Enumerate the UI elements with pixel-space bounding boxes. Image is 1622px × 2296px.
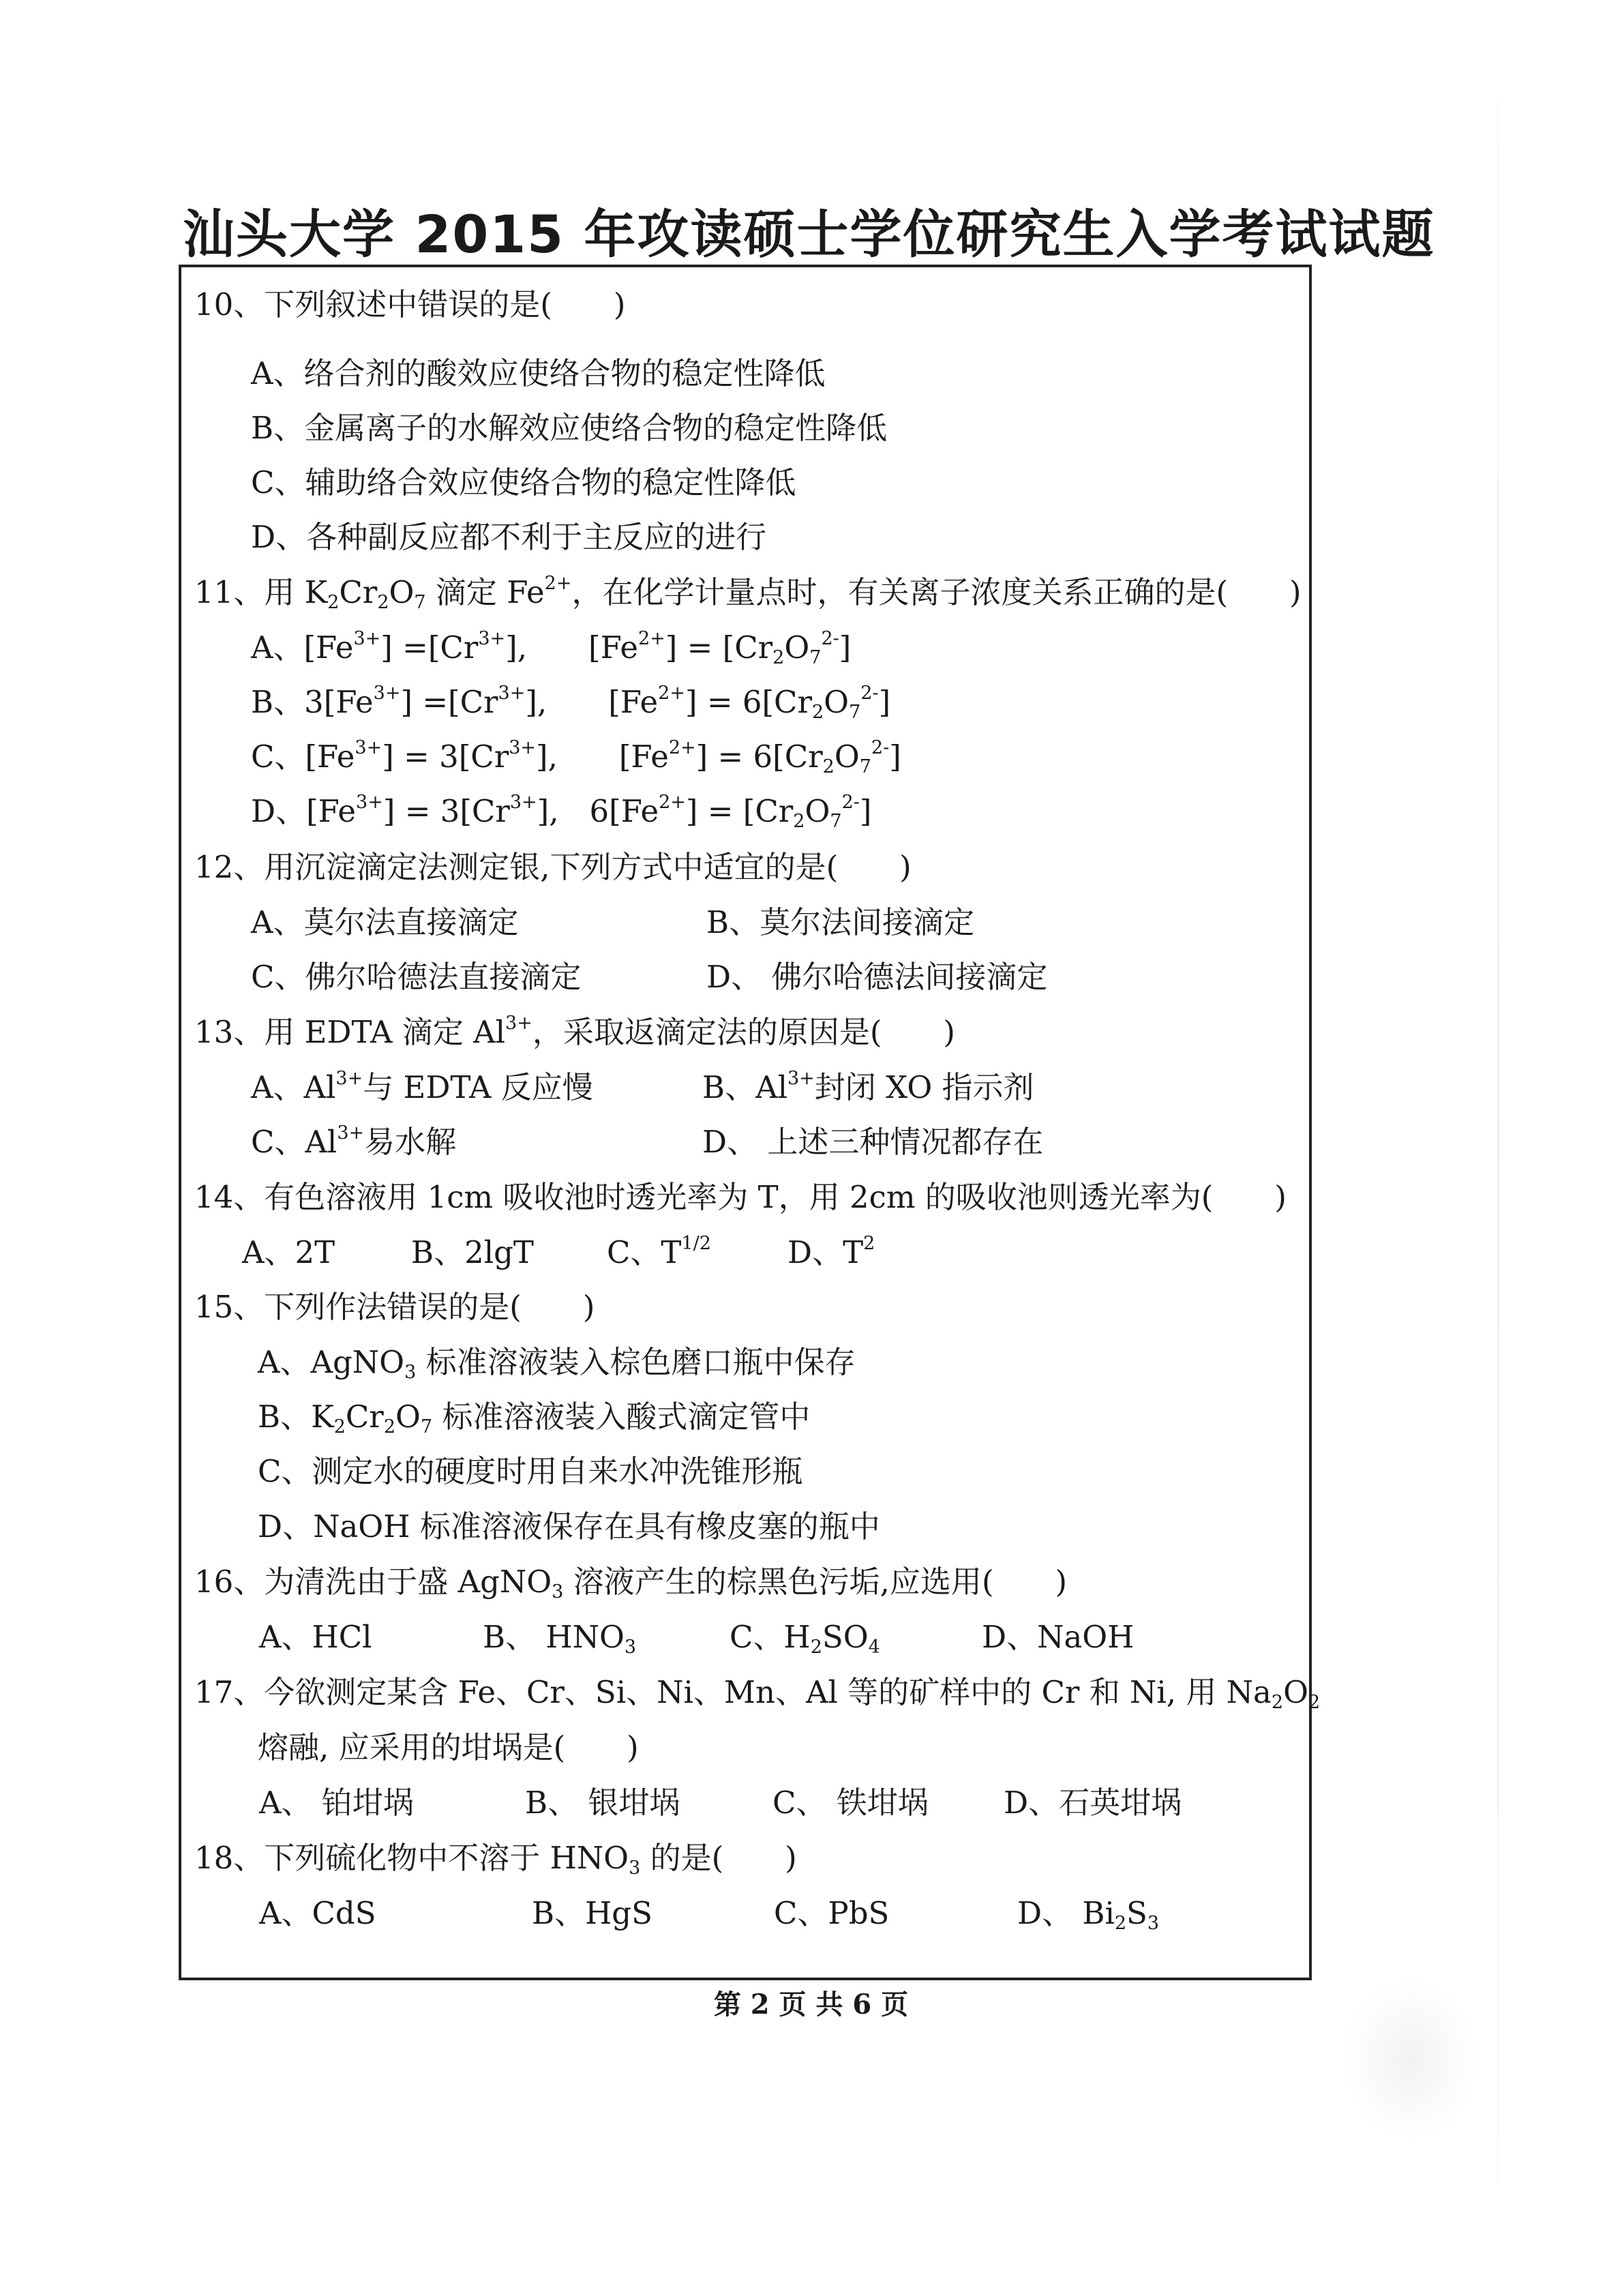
q12-option-d: D、 佛尔哈德法间接滴定 <box>706 959 1048 995</box>
q10-stem: 10、下列叙述中错误的是( ) <box>194 286 626 323</box>
q15-option-b: B、$K_2Cr_2O_7$ 标准溶液装入酸式滴定管中 <box>258 1399 811 1438</box>
q14-option-c: C、$T^{1/2}$ <box>607 1232 711 1270</box>
q11-stem: 11、用 $K_2Cr_2O_7$ 滴定 $Fe^{2+}$，在化学计量点时，有关离子浓度关系正确的是( ) <box>194 572 1302 614</box>
q17-stem: 17、今欲测定某含 Fe、Cr、Si、Ni、Mn、Al 等的矿样中的 Cr 和 Ni, 用 $Na_2O_2$ <box>194 1674 1321 1714</box>
q15-option-d: D、NaOH 标准溶液保存在具有橡皮塞的瓶中 <box>258 1508 880 1545</box>
q12-option-a: A、莫尔法直接滴定 <box>251 904 519 940</box>
q12-option-b: B、莫尔法间接滴定 <box>706 904 975 940</box>
q17-stem-line2: 熔融, 应采用的坩埚是( ) <box>258 1729 639 1765</box>
q18-stem: 18、下列硫化物中不溶于 $HNO_3$ 的是( ) <box>194 1840 797 1879</box>
q18-option-c: C、PbS <box>774 1895 890 1931</box>
q17-option-a: A、 铂坩埚 <box>259 1785 414 1821</box>
q14-stem: 14、有色溶液用 1cm 吸收池时透光率为 T，用 2cm 的吸收池则透光率为( ) <box>194 1179 1287 1215</box>
q12-option-c: C、佛尔哈德法直接滴定 <box>251 959 582 995</box>
q11-option-b: B、$3[Fe^{3+}] =[Cr^{3+}]$, $[Fe^{2+}] = 6[Cr_2O_7^{2-}]$ <box>251 682 891 724</box>
q12-stem: 12、用沉淀滴定法测定银,下列方式中适宜的是( ) <box>194 849 912 885</box>
q10-option-a: A、络合剂的酸效应使络合物的稳定性降低 <box>251 355 826 391</box>
q15-option-c: C、测定水的硬度时用自来水冲洗锥形瓶 <box>258 1453 803 1489</box>
q16-option-c: C、$H_2SO_4$ <box>730 1619 880 1658</box>
q13-option-d: D、 上述三种情况都存在 <box>702 1124 1044 1160</box>
q18-option-b: B、HgS <box>532 1895 652 1931</box>
page-number: 第 2 页 共 6 页 <box>713 1988 909 2021</box>
q18-option-d: D、 $Bi_2S_3$ <box>1017 1895 1160 1935</box>
q14-option-d: D、$T^2$ <box>787 1232 875 1270</box>
q14-option-b: B、2lgT <box>411 1234 534 1270</box>
q15-stem: 15、下列作法错误的是( ) <box>194 1289 595 1325</box>
q16-stem: 16、为清洗由于盛 AgNO$_3$ 溶液产生的棕黑色污垢,应选用( ) <box>194 1564 1068 1603</box>
q13-option-b: B、$Al^{3+}$封闭 XO 指示剂 <box>702 1067 1034 1105</box>
q11-option-c: C、$[Fe^{3+}] = 3[Cr^{3+}]$, $[Fe^{2+}] = 6[Cr_2O_7^{2-}]$ <box>251 736 901 778</box>
q13-stem: 13、用 EDTA 滴定 $Al^{3+}$，采取返滴定法的原因是( ) <box>194 1012 955 1050</box>
q10-option-c: C、辅助络合效应使络合物的稳定性降低 <box>251 464 796 501</box>
q13-option-a: A、$Al^{3+}$与 EDTA 反应慢 <box>251 1067 593 1105</box>
q16-option-a: A、HCl <box>259 1619 372 1655</box>
q16-option-d: D、NaOH <box>982 1619 1135 1655</box>
q17-option-c: C、 铁坩埚 <box>772 1785 929 1821</box>
q10-option-b: B、金属离子的水解效应使络合物的稳定性降低 <box>251 410 888 446</box>
q17-option-d: D、石英坩埚 <box>1004 1785 1182 1821</box>
q14-option-a: A、2T <box>242 1234 335 1270</box>
q10-option-d: D、各种副反应都不利于主反应的进行 <box>251 519 767 555</box>
q11-option-a: A、$[Fe^{3+}] =[Cr^{3+}]$, $[Fe^{2+}] = [Cr_2O_7^{2-}]$ <box>251 627 852 669</box>
q15-option-a: A、AgNO$_3$ 标准溶液装入棕色磨口瓶中保存 <box>258 1344 856 1384</box>
q11-option-d: D、$[Fe^{3+}] = 3[Cr^{3+}]$, $6[Fe^{2+}] = [Cr_2O_7^{2-}]$ <box>251 791 872 833</box>
q16-option-b: B、 $HNO_3$ <box>483 1619 637 1658</box>
exam-title: 汕头大学 2015 年攻读硕士学位研究生入学考试试题 <box>183 204 1435 265</box>
q17-option-b: B、 银坩埚 <box>525 1785 680 1821</box>
q13-option-c: C、$Al^{3+}$易水解 <box>251 1122 457 1160</box>
q18-option-a: A、CdS <box>259 1895 376 1931</box>
scan-edge <box>1497 102 1499 2182</box>
